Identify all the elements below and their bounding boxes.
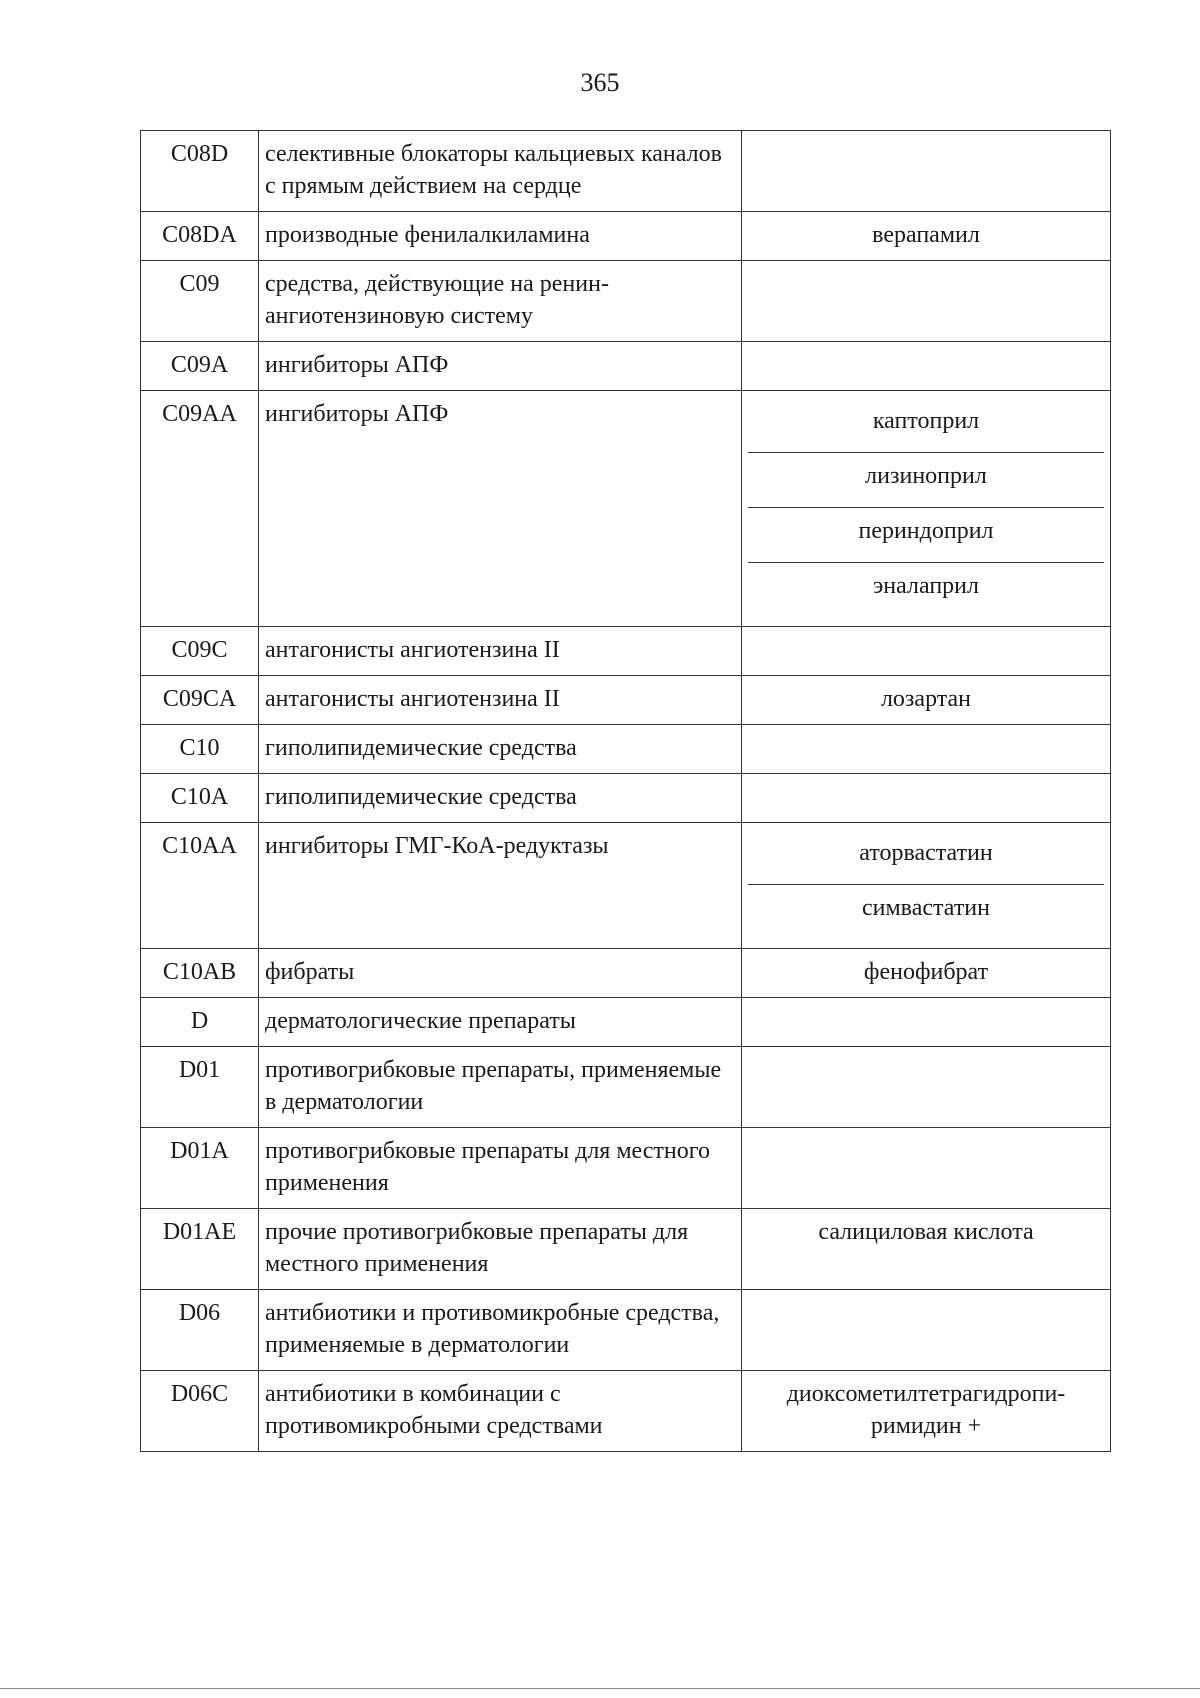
drug-name: аторвастатин (748, 830, 1104, 885)
table-row (141, 774, 1111, 823)
group-name: антибиотики и противомикробные средства, применяемые в дерматологии (259, 1290, 742, 1371)
table-row (141, 725, 1111, 774)
atc-code: D06 (141, 1290, 259, 1371)
atc-code: C10AA (141, 823, 259, 949)
drug-name: лозартан (742, 676, 1111, 725)
atc-code: C09AA (141, 391, 259, 627)
atc-code: D01 (141, 1047, 259, 1128)
atc-code: C09CA (141, 676, 259, 725)
drug-list (742, 823, 1111, 949)
drug-name: каптоприл (748, 398, 1104, 453)
group-name: антагонисты ангиотензина II (259, 676, 742, 725)
group-name: селективные блокаторы кальциевых каналов с прямым действием на сердце (259, 131, 742, 212)
drug-name: диоксометилтетрагидропи-римидин + (742, 1371, 1111, 1452)
table-body (141, 131, 1111, 1452)
group-name: ингибиторы АПФ (259, 342, 742, 391)
table-row (141, 676, 1111, 725)
group-name: антибиотики в комбинации с противомикробными средствами (259, 1371, 742, 1452)
drug-name: симвастатин (862, 895, 990, 921)
group-name: прочие противогрибковые препараты для местного применения (259, 1209, 742, 1290)
drug-name: салициловая кислота (742, 1209, 1111, 1290)
drug-name: фенофибрат (742, 949, 1111, 998)
table-row (141, 949, 1111, 998)
table-row (141, 391, 1111, 627)
atc-code: C09 (141, 261, 259, 342)
table-row (141, 998, 1111, 1047)
group-name: противогрибковые препараты для местного применения (259, 1128, 742, 1209)
drug-cell-empty (742, 774, 1111, 823)
atc-code: D01AE (141, 1209, 259, 1290)
table-row (141, 212, 1111, 261)
group-name: антагонисты ангиотензина II (259, 627, 742, 676)
drug-cell-empty (742, 627, 1111, 676)
drug-cell-empty (742, 1128, 1111, 1209)
table-row (141, 1290, 1111, 1371)
table-row (141, 131, 1111, 212)
atc-code: D06C (141, 1371, 259, 1452)
table-row (141, 1128, 1111, 1209)
drug-name: эналаприл (873, 573, 979, 599)
atc-code: C10AB (141, 949, 259, 998)
group-name: фибраты (259, 949, 742, 998)
atc-code: C09A (141, 342, 259, 391)
page-bottom-rule (0, 1688, 1200, 1689)
drug-cell-empty (742, 998, 1111, 1047)
drug-cell-empty (742, 261, 1111, 342)
atc-code: D (141, 998, 259, 1047)
drug-name: верапамил (742, 212, 1111, 261)
drug-cell-empty (742, 725, 1111, 774)
group-name: гиполипидемические средства (259, 774, 742, 823)
group-name: противогрибковые препараты, применяемые в дерматологии (259, 1047, 742, 1128)
table-row (141, 1209, 1111, 1290)
drug-name: лизиноприл (748, 453, 1104, 508)
drug-list (742, 391, 1111, 627)
drug-name: периндоприл (748, 508, 1104, 563)
atc-code: C10 (141, 725, 259, 774)
table-row (141, 261, 1111, 342)
group-name: ингибиторы ГМГ-КоА-редуктазы (259, 823, 742, 949)
drug-cell-empty (742, 1047, 1111, 1128)
group-name: ингибиторы АПФ (259, 391, 742, 627)
drug-cell-empty (742, 342, 1111, 391)
drug-cell-empty (742, 1290, 1111, 1371)
table-row (141, 823, 1111, 949)
atc-code: C09C (141, 627, 259, 676)
page-number: 365 (580, 68, 620, 97)
table-row (141, 1047, 1111, 1128)
atc-classification-table (140, 130, 1111, 1452)
atc-code: C08DA (141, 212, 259, 261)
atc-code: C08D (141, 131, 259, 212)
group-name: гиполипидемические средства (259, 725, 742, 774)
group-name: средства, действующие на ренин-ангиотензиновую систему (259, 261, 742, 342)
table-row (141, 627, 1111, 676)
group-name: дерматологические препараты (259, 998, 742, 1047)
table-row (141, 342, 1111, 391)
atc-code: C10A (141, 774, 259, 823)
drug-cell-empty (742, 131, 1111, 212)
atc-code: D01A (141, 1128, 259, 1209)
group-name: производные фенилалкиламина (259, 212, 742, 261)
table-row (141, 1371, 1111, 1452)
